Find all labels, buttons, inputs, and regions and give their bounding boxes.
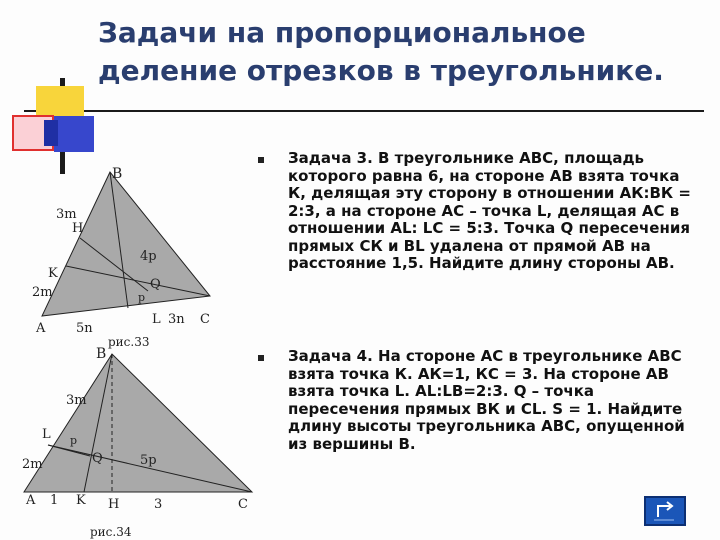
bullet-icon (258, 355, 264, 361)
task-4-text: Задача 4. На стороне АС в треугольнике АВС взята точка К. АК=1, КС = 3. На стороне АВ взята точка L. AL:LB=2:3. Q – точка пересечения прямых ВК и CL. S = 1. Найдите длину высоты треугольника АВС, опущенной из вершины В. (288, 347, 685, 453)
task-3-text: Задача 3. В треугольнике АВС, площадь которого равна 6, на стороне АВ взята точка К, делящая эту сторону в отношении АК:ВК = 2:3, а на стороне АС – точка L, делящая АС в отношении AL: LC = 5:3. Точка Q пересечения прямых СК и BL удалена от прямой АВ на расстояние 1,5. Найдите длину стороны АВ. (288, 149, 691, 272)
fig1-label-a: A (36, 321, 46, 336)
figure-34 (20, 340, 260, 540)
fig1-label-q: Q (150, 277, 161, 292)
fig2-label-k: K (76, 493, 86, 508)
fig1-measure-3n: 3n (168, 312, 185, 327)
fig2-label-c: C (238, 497, 248, 512)
fig2-measure-5p: 5p (140, 453, 157, 468)
title-line-1: Задачи на пропорциональное (98, 16, 586, 49)
fig1-measure-4p: 4p (140, 249, 157, 264)
fig1-label-k: K (48, 266, 58, 281)
bullet-icon (258, 157, 264, 163)
figure-33 (28, 160, 258, 350)
task-3-item (258, 150, 698, 273)
fig2-label-b: B (96, 346, 107, 362)
fig2-label-p: p (70, 434, 78, 447)
fig2-label-h: H (108, 497, 120, 512)
fig1-measure-5n: 5n (76, 321, 93, 336)
fig2-measure-3m: 3m (66, 393, 87, 408)
fig2-measure-1: 1 (50, 493, 59, 508)
fig2-label-l: L (42, 427, 51, 442)
return-arrow-icon (646, 498, 684, 524)
decor-dark-blue-square (44, 120, 58, 146)
title-line-2: деление отрезков в треугольнике. (98, 54, 664, 87)
fig2-measure-2m: 2m (22, 457, 43, 472)
fig1-label-h: H (72, 221, 84, 236)
fig1-measure-2m: 2m (32, 285, 53, 300)
fig2-caption: рис.34 (90, 525, 132, 539)
fig1-label-p: p (138, 291, 146, 304)
fig1-measure-3m: 3m (56, 207, 77, 222)
fig1-caption: рис.33 (108, 335, 150, 349)
task-4-item (258, 348, 698, 453)
return-button[interactable] (644, 496, 686, 526)
fig2-label-q: Q (92, 451, 103, 466)
fig2-measure-3: 3 (154, 497, 163, 512)
fig2-label-a: A (26, 493, 36, 508)
fig1-label-b: B (112, 166, 123, 182)
decor-blue-square (54, 116, 94, 152)
triangle-abc-2 (24, 354, 252, 492)
page-title (98, 14, 708, 90)
fig1-label-l: L (152, 312, 161, 327)
decor-horizontal-line (24, 110, 704, 112)
fig1-label-c: C (200, 312, 210, 327)
